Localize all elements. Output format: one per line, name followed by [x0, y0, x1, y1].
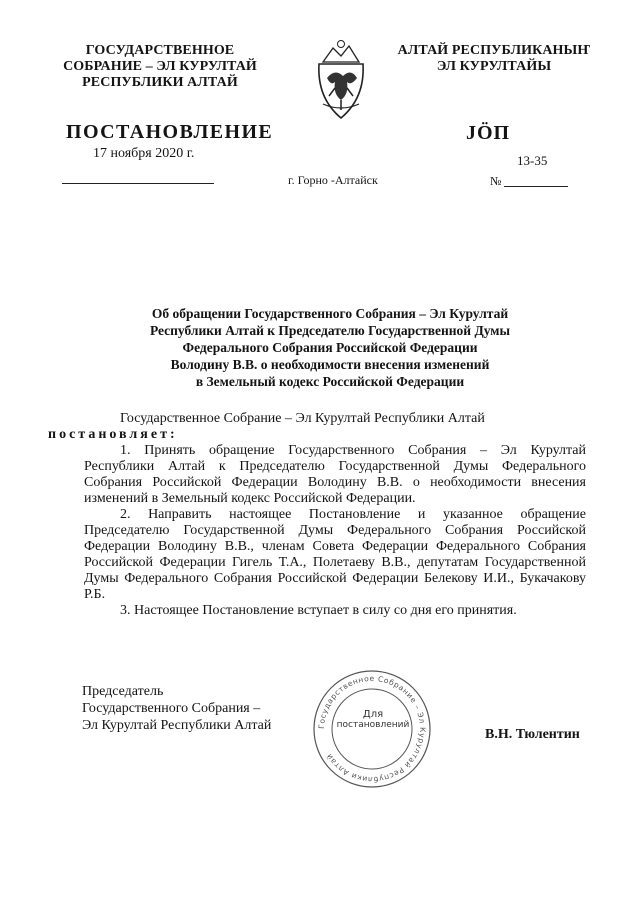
body-intro: [48, 411, 586, 443]
signature-line-1: Председатель: [82, 684, 164, 699]
intro-text: Государственное Собрание – Эл Курултай Республики Алтай: [120, 411, 485, 426]
number-sign: №: [490, 174, 502, 188]
coat-of-arms-emblem-icon: [313, 38, 369, 122]
header-left-line-1: ГОСУДАРСТВЕННОЕ: [85, 43, 235, 58]
resolves-word: постановляет:: [48, 427, 178, 442]
date-underline: [62, 183, 214, 184]
signature-line-3: Эл Курултай Республики Алтай: [82, 718, 272, 733]
title-line-2: Республики Алтай к Председателю Государственной Думы: [149, 323, 511, 338]
stamp-center-text: [333, 709, 413, 731]
body-item-3: 3. Настоящее Постановление вступает в силу со дня его принятия.: [120, 603, 517, 618]
title-line-1: Об обращении Государственного Собрания – Эл Курултай: [151, 306, 509, 321]
title-line-3: Федерального Собрания Российской Федерации: [182, 340, 478, 355]
document-date: 17 ноября 2020 г.: [93, 146, 195, 161]
header-right: [378, 43, 610, 75]
document-body: [48, 411, 586, 619]
signature-line-2: Государственного Собрания –: [82, 701, 261, 716]
number-underline: [504, 186, 568, 187]
document-city: г. Горно -Алтайск: [288, 173, 378, 187]
header-right-line-1: АЛТАЙ РЕСПУБЛИКАНЫҤ: [397, 43, 591, 58]
header-left: [40, 43, 280, 91]
document-number: 13-35: [517, 153, 548, 168]
header-left-line-3: РЕСПУБЛИКИ АЛТАЙ: [82, 75, 238, 90]
title-line-5: в Земельный кодекс Российской Федерации: [195, 374, 465, 389]
document-type-alt: JÖП: [466, 122, 511, 144]
stamp-line-1: Для: [362, 709, 384, 720]
document-type-ru: ПОСТАНОВЛЕНИЕ: [66, 121, 274, 143]
header-right-line-2: ЭЛ КУРУЛТАЙЫ: [436, 59, 552, 74]
document-title: [120, 305, 540, 390]
stamp-ring-text: Государственное Собрание – Эл Курултай Республики Алтай: [316, 673, 428, 785]
title-line-4: Володину В.В. о необходимости внесения изменений: [170, 357, 490, 372]
stamp-line-2: постановлений: [336, 720, 410, 730]
signature-block: [82, 683, 302, 734]
body-item-1: 1. Принять обращение Государственного Собрания – Эл Курултай Республики Алтай к Председателю Государственной Думы Федерального Собрания Российской Федерации Володину В.В. о необходимости внесения изменений в Земельный кодекс Российской Федерации.: [84, 443, 586, 506]
body-item-2: 2. Направить настоящее Постановление и указанное обращение Председателю Государственной Думы Федерального Собрания Российской Федерации Володину В.В., членам Совета Федерации Федерального Собрания Российской Федерации Гигель Т.А., Полетаеву В.В., депутатам Государственной Думы Федерального Собрания Российской Федерации Белекову И.И., Букачакову Р.Б.: [84, 507, 586, 602]
signatory-name: В.Н. Тюлентин: [485, 727, 580, 742]
header-left-line-2: СОБРАНИЕ – ЭЛ КУРУЛТАЙ: [63, 59, 257, 74]
